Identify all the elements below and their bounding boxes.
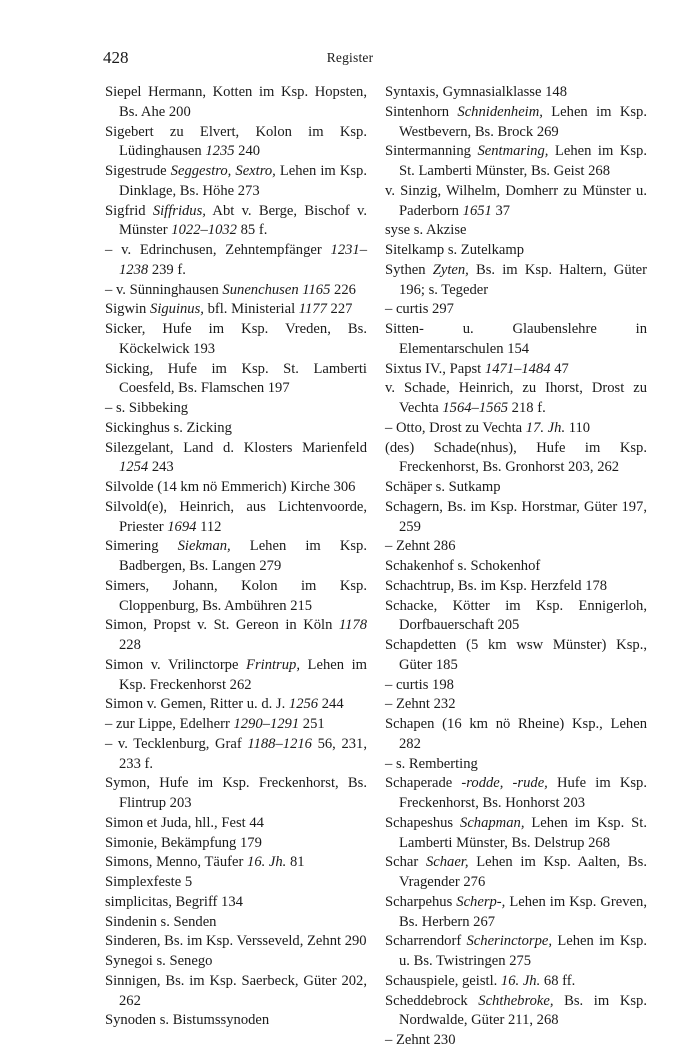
index-entry-text: syse s. Akzise: [385, 222, 467, 239]
index-entry-text: Lehen im Ksp. Badbergen, Bs. Langen 279: [119, 538, 367, 574]
index-entry: [385, 182, 647, 222]
index-entry: [385, 992, 647, 1032]
index-entry-text: Silvolde (14 km nö Emmerich) Kirche 306: [105, 479, 356, 495]
index-entry-text: 68 ff.: [540, 972, 576, 989]
index-entry-text: Lehen im Ksp. St. Lamberti Münster, Bs. Delstrup 268: [399, 814, 647, 851]
index-entry-text: 239 f.: [148, 261, 186, 278]
index-entry: [385, 221, 647, 241]
index-entry-text: Lehen im Ksp. Dinklage, Bs. Höhe 273: [119, 163, 367, 199]
index-entry-italic-text: 1471–1484: [484, 360, 551, 377]
index-entry: [385, 379, 647, 419]
index-entry-text: – zur Lippe, Edelherr: [105, 716, 234, 732]
index-entry: [105, 715, 367, 735]
index-entry-text: 81: [286, 854, 305, 871]
index-entry-italic-text: 1694: [167, 518, 197, 535]
index-entry-text: Lehen im Ksp. Greven, Bs. Herbern 267: [399, 893, 647, 930]
index-entry: [385, 261, 647, 301]
index-entry: [105, 241, 367, 281]
index-entry: [105, 123, 367, 163]
index-entry-text: Simon v. Vrilinctorpe: [105, 656, 247, 673]
index-entry: [385, 142, 647, 182]
index-entry-text: Scheddebrock: [385, 992, 479, 1009]
index-entry-text: Bs. im Ksp. Nordwalde, Güter 211, 268: [399, 992, 647, 1029]
index-entry: [105, 952, 367, 972]
index-entry: [105, 972, 367, 1012]
index-entry: [105, 774, 367, 814]
index-entry: [385, 1031, 647, 1051]
index-entry-text: Simers, Johann, Kolon im Ksp. Cloppenburg, Bs. Ambühren 215: [105, 577, 367, 614]
index-entry-text: Hufe im Ksp. Freckenhorst, Bs. Honhorst 203: [399, 775, 647, 811]
index-entry-text: Schäper s. Sutkamp: [385, 479, 501, 495]
index-entry: [385, 597, 647, 637]
index-entry-text: Schagern, Bs. im Ksp. Horstmar, Güter 197, 259: [385, 498, 647, 535]
index-entry-italic-text: 1022–1032: [171, 222, 237, 239]
index-entry-text: Silvold(e), Heinrich, aus Lichtenvoorde, Priester: [105, 498, 367, 535]
index-entry: [385, 241, 647, 261]
index-entry-text: 218 f.: [508, 400, 546, 416]
index-entry-text: 37: [491, 202, 511, 219]
index-entry-italic-text: Scherinctorpe,: [466, 933, 553, 950]
index-entry-text: Sigebert zu Elvert, Kolon im Ksp. Lüdinghausen: [105, 123, 367, 160]
index-entry: [105, 300, 367, 320]
index-entry-italic-text: Siguinus,: [150, 301, 204, 318]
index-entry: [385, 893, 647, 933]
index-entry: [105, 735, 367, 775]
index-entry-italic-text: 17. Jh.: [525, 419, 566, 436]
index-entry-text: Schapdetten (5 km wsw Münster) Ksp., Güter 185: [385, 637, 647, 673]
index-entry: [385, 300, 647, 320]
index-entry-italic-text: Seggestro, Sextro,: [170, 163, 276, 179]
index-entry-text: – curtis 297: [385, 301, 454, 318]
index-entry-italic-text: 1256: [288, 696, 319, 713]
index-entry-text: Scharpehus: [385, 893, 457, 910]
index-entry-text: Sitelkamp s. Zutelkamp: [385, 242, 525, 258]
index-entry-text: v. Schade, Heinrich, zu Ihorst, Drost zu Vechta: [385, 380, 647, 416]
index-entry-text: 227: [326, 301, 353, 318]
index-entry-text: 56, 231, 233 f.: [119, 735, 367, 772]
index-entry-text: Schacke, Kötter im Ksp. Ennigerloh, Dorfbauerschaft 205: [385, 597, 647, 634]
index-entry: [105, 853, 367, 873]
index-entry: [385, 695, 647, 715]
index-entry-text: Sintermanning: [385, 143, 478, 160]
index-entry-italic-text: 16. Jh.: [247, 854, 287, 871]
index-entry: [105, 419, 367, 439]
index-entry: [105, 893, 367, 913]
index-entry-italic-text: Siffridus,: [152, 202, 206, 219]
index-entry-text: – curtis 198: [385, 676, 454, 693]
index-entry: [385, 577, 647, 597]
index-entry-text: Simplexfeste 5: [105, 874, 193, 890]
index-entry: [105, 281, 367, 301]
index-entry-italic-text: Scherp-,: [456, 893, 506, 910]
index-entry-text: 240: [234, 143, 261, 160]
index-entry: [385, 774, 647, 814]
index-entry-italic-text: Schnidenheim,: [457, 103, 543, 120]
index-entry: [105, 498, 367, 538]
index-entry-text: (des) Schade(nhus), Hufe im Ksp. Freckenhorst, Bs. Gronhorst 203, 262: [385, 439, 647, 476]
index-entry: [385, 439, 647, 479]
index-entry-text: Lehen im Ksp. u. Bs. Twistringen 275: [399, 933, 647, 969]
index-entry-text: Schachtrup, Bs. im Ksp. Herzfeld 178: [385, 577, 608, 594]
index-entry-text: Syntaxis, Gymnasialklasse 148: [385, 84, 568, 100]
index-entry-text: Sinderen, Bs. im Ksp. Versseveld, Zehnt 290: [105, 933, 367, 950]
index-entry: [105, 834, 367, 854]
index-entry-text: Simon, Propst v. St. Gereon in Köln: [105, 617, 339, 634]
index-entry: [385, 972, 647, 992]
index-entry-italic-text: 16. Jh.: [500, 972, 541, 989]
index-entry-text: Scharrendorf: [385, 933, 467, 950]
index-entry-text: 47: [550, 360, 569, 377]
index-entry: [385, 755, 647, 775]
index-entry-text: Sixtus IV., Papst: [385, 360, 485, 377]
index-entry: [105, 913, 367, 933]
index-entry-text: Sigfrid: [105, 202, 153, 219]
index-entry-italic-text: Zyten,: [432, 261, 469, 278]
index-entry: [385, 676, 647, 696]
index-entry-italic-text: 1178: [338, 617, 367, 634]
index-entry-text: Sicking, Hufe im Ksp. St. Lamberti Coesfeld, Bs. Flamschen 197: [105, 360, 367, 397]
index-entry-text: Lehen im Ksp. Aalten, Bs. Vragender 276: [399, 854, 647, 890]
index-entry-text: Abt v. Berge, Bischof v. Münster: [119, 202, 367, 239]
index-entry: [105, 932, 367, 952]
index-entry-italic-text: Siekman,: [177, 538, 231, 555]
index-entry-text: 112: [196, 518, 222, 535]
index-entry-italic-text: 1235: [205, 143, 235, 160]
index-entry-text: Sindenin s. Senden: [105, 913, 217, 930]
index-entry-text: Sinnigen, Bs. im Ksp. Saerbeck, Güter 202, 262: [105, 972, 367, 1009]
index-entry: [105, 83, 367, 123]
index-entry: [385, 557, 647, 577]
index-entry-text: 228: [119, 637, 141, 653]
index-entry-text: Sickinghus s. Zicking: [105, 419, 232, 436]
index-entry: [385, 419, 647, 439]
index-entry: [385, 636, 647, 676]
index-entry-text: 251: [299, 716, 325, 732]
index-entry: [105, 478, 367, 498]
index-entry-text: Schakenhof s. Schokenhof: [385, 558, 541, 574]
index-column-right: [385, 83, 647, 1051]
index-entry-text: – v. Edrinchusen, Zehntempfänger: [105, 242, 331, 258]
index-entry-text: Silezgelant, Land d. Klosters Marienfeld: [105, 439, 367, 456]
index-entry: [105, 616, 367, 656]
index-entry-text: Schaperade: [385, 775, 462, 792]
index-entry-italic-text: Frintrup,: [246, 656, 300, 673]
index-entry: [105, 537, 367, 577]
index-entry-text: Schapeshus: [385, 814, 461, 831]
index-entry-text: Sigestrude: [105, 163, 171, 179]
index-entry: [385, 103, 647, 143]
index-entry-text: 110: [565, 419, 591, 436]
index-entry-italic-text: 1564–1565: [442, 400, 509, 416]
index-entry-text: 243: [148, 459, 174, 476]
index-entry: [105, 814, 367, 834]
index-entry: [105, 1011, 367, 1031]
index-entry-italic-text: 1177: [298, 301, 327, 318]
index-entry-text: Simering: [105, 538, 178, 555]
index-entry-text: Sigwin: [105, 301, 151, 318]
index-entry: [105, 162, 367, 202]
index-entry-text: 244: [318, 696, 344, 713]
index-entry-text: Sitten- u. Glaubenslehre in Elementarschulen 154: [385, 321, 647, 357]
index-entry: [385, 478, 647, 498]
index-entry-italic-text: Schaer,: [425, 854, 469, 871]
index-entry-text: Siepel Hermann, Kotten im Ksp. Hopsten, Bs. Ahe 200: [105, 84, 367, 120]
index-entry-italic-text: 1231–1238: [119, 242, 367, 278]
index-entry: [385, 360, 647, 380]
index-entry-text: Simon et Juda, hll., Fest 44: [105, 814, 264, 831]
running-head: Register: [326, 50, 374, 65]
index-entry-text: Schar: [385, 854, 426, 871]
index-entry-text: – v. Tecklenburg, Graf: [105, 735, 248, 752]
index-entry-text: Sythen: [385, 261, 433, 278]
index-entry-text: Lehen im Ksp. Westbevern, Bs. Brock 269: [399, 103, 647, 140]
index-entry: [385, 498, 647, 538]
index-entry-text: – Otto, Drost zu Vechta: [385, 419, 526, 436]
index-entry: [105, 320, 367, 360]
index-entry: [385, 853, 647, 893]
index-entry-italic-text: Sunenchusen 1165: [222, 281, 331, 298]
index-entry: [105, 360, 367, 400]
index-entry-italic-text: Schthebroke,: [478, 992, 554, 1009]
index-entry-text: 85 f.: [236, 222, 268, 239]
index-entry-text: bfl. Ministerial: [203, 301, 299, 318]
index-entry-italic-text: 1651: [462, 202, 492, 219]
index-entry-text: simplicitas, Begriff 134: [105, 893, 243, 910]
index-entry: [385, 814, 647, 854]
index-entry: [105, 695, 367, 715]
index-entry: [385, 320, 647, 360]
index-entry-text: – Zehnt 286: [385, 538, 456, 555]
index-entry-text: – v. Sünninghausen: [105, 281, 223, 298]
index-entry-text: Sintenhorn: [385, 103, 458, 120]
index-entry-text: Schauspiele, geistl.: [385, 972, 501, 989]
index-entry: [105, 439, 367, 479]
index-entry-italic-text: Schapman,: [460, 814, 525, 831]
index-entry-text: Bs. im Ksp. Haltern, Güter 196; s. Tegeder: [399, 261, 648, 298]
index-entry-text: Sicker, Hufe im Ksp. Vreden, Bs. Köckelwick 193: [105, 321, 367, 357]
index-entry: [105, 656, 367, 696]
index-entry: [105, 202, 367, 242]
index-entry-text: Symon, Hufe im Ksp. Freckenhorst, Bs. Flintrup 203: [105, 775, 367, 811]
index-entry-text: – Zehnt 232: [385, 696, 456, 713]
index-entry-text: – Zehnt 230: [385, 1032, 456, 1048]
index-entry: [385, 83, 647, 103]
index-column-left: [105, 83, 367, 1031]
index-entry-italic-text: 1254: [119, 459, 149, 476]
index-entry-italic-text: Sentmaring,: [477, 143, 549, 160]
index-entry-text: – s. Sibbeking: [105, 400, 189, 416]
index-entry: [105, 399, 367, 419]
index-entry: [105, 577, 367, 617]
index-entry-text: v. Sinzig, Wilhelm, Domherr zu Münster u. Paderborn: [385, 182, 647, 219]
index-entry: [385, 932, 647, 972]
index-entry-text: Schapen (16 km nö Rheine) Ksp., Lehen 282: [385, 716, 647, 752]
index-entry-text: – s. Remberting: [385, 755, 478, 772]
index-entry-text: Synoden s. Bistumssynoden: [105, 1012, 270, 1029]
index-entry: [105, 873, 367, 893]
index-entry-text: Lehen im Ksp. St. Lamberti Münster, Bs. Geist 268: [399, 143, 647, 179]
index-entry-text: Synegoi s. Senego: [105, 953, 213, 969]
index-entry-text: 226: [330, 281, 356, 298]
index-entry-text: Lehen im Ksp. Freckenhorst 262: [119, 656, 367, 693]
index-entry-italic-text: -rodde, -rude,: [461, 775, 548, 792]
index-entry-text: Simons, Menno, Täufer: [105, 854, 248, 871]
index-entry: [385, 537, 647, 557]
index-entry: [385, 715, 647, 755]
index-entry-text: Simon v. Gemen, Ritter u. d. J.: [105, 696, 289, 713]
index-entry-italic-text: 1290–1291: [233, 716, 300, 732]
index-entry-text: Simonie, Bekämpfung 179: [105, 834, 262, 851]
page-number: 428: [103, 48, 129, 67]
index-entry-italic-text: 1188–1216: [247, 735, 312, 752]
